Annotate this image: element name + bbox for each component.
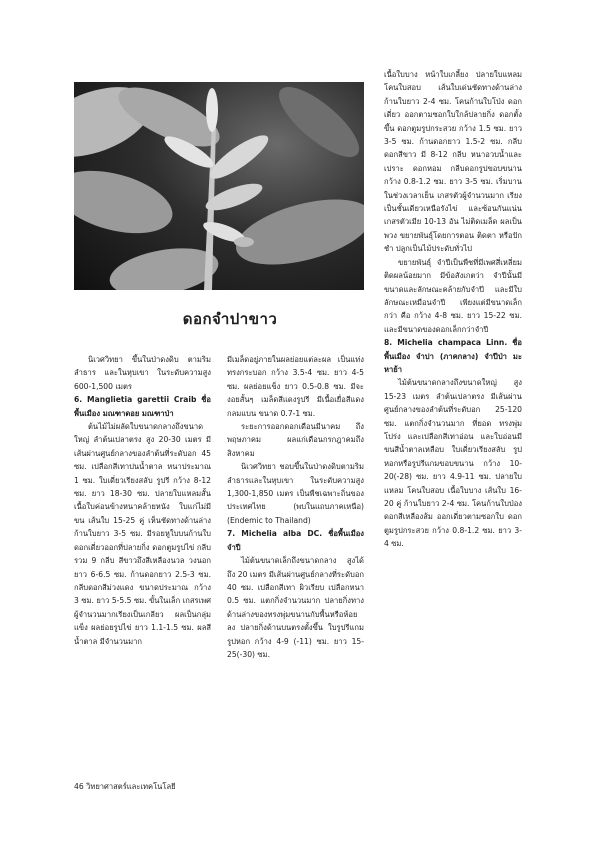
text-column-2 (227, 353, 364, 661)
page-footer: 46 วิทยาศาสตร์และเทคโนโลยี (74, 782, 176, 791)
paragraph: นิเวศวิทยา ขึ้นในป่าดงดิบ ตามริมลำธาร และในหุบเขา ในระดับความสูง 600-1,500 เมตร (74, 355, 211, 391)
flower-photo (74, 82, 364, 290)
paragraph: ไม้ต้นขนาดกลางถึงขนาดใหญ่ สูง 15-23 เมตร ลำต้นเปลาตรง มีเส้นผ่านศูนย์กลางของลำต้นที่ระดับอก 25-120 ซม. แตกกิ่งจำนวนมาก ที่ยอด ทรงพุ่มโปร่ง และเปลือกสีเทาอ่อน และใบอ่อนมีขนสีน้ำตาลเหลือบ ใบเดี่ยวเรียงสลับ รูปหอกหรือรูปรีแกมขอบขนาน กว้าง 10-20(-28) ซม. ยาว 4.9-11 ซม. ปลายใบแหลม โคนใบสอบ เนื้อใบบาง เส้นใบ 16-20 คู่ ก้านใบยาว 2-4 ซม. โคนก้านใบป่อง ดอกสีเหลืองส้ม ออกเดี่ยวตามซอกใบ ดอกตูมรูปกระสวย กว้าง 0.8-1.2 ซม. ยาว 3-4 ซม. (384, 378, 522, 549)
paragraph: ระยะการออกดอกเดือนมีนาคม ถึงพฤษภาคม ผลแก่เดือนกรกฎาคมถึงสิงหาคม (227, 422, 364, 458)
paragraph: 7. Michelia alba DC. ชื่อพื้นเมือง จำปี (227, 529, 364, 552)
text-column-1 (74, 353, 211, 648)
paragraph: 8. Michelia champaca Linn. ชื่อพื้นเมือง จำปา (ภาคกลาง) จำปีป่า มะหาย้า (384, 338, 522, 374)
paragraph: ขยายพันธุ์ จำปีเป็นพืชที่มีเพศสี่เหลี่ยม ติดผลน้อยมาก มีข้อสังเกตว่า จำปีนั้นมีขนาดและลักษณะคล้ายกับจำปี และมีใบลักษณะเหมือนจำปี เพียงแต่มีขนาดเล็กกว่า คือ กว้าง 4-8 ซม. ยาว 15-22 ซม. และมีขนาดของดอกเล็กกว่าจำปี (384, 257, 522, 334)
photo-caption: ดอกจำปาขาว (182, 310, 278, 328)
flower-illustration (74, 82, 364, 290)
paragraph: ไม้ต้นขนาดเล็กถึงขนาดกลาง สูงได้ถึง 20 เมตร มีเส้นผ่านศูนย์กลางที่ระดับอก 40 ซม. เปลือกสีเทา ผิวเรียบ เปลือกหนา 0.5 ซม. แตกกิ่งจำนวนมาก ปลายกิ่งทาง ด้านล่างของทรงพุ่มขนานกับพื้นหรือห้อยลง ปลายกิ่งด้านบนตรงตั้งขึ้น ใบรูปรีแกมรูปหอก กว้าง 4-9 (-11) ซม. ยาว 15-25(-30) ซม. (227, 556, 364, 659)
paragraph: 6. Manglietia garettii Craib ชื่อพื้นเมือง มณฑาดอย มณฑาป่า (74, 395, 211, 418)
paragraph: ต้นไม้ไม่ผลัดใบขนาดกลางถึงขนาดใหญ่ ลำต้นเปลาตรง สูง 20-30 เมตร มีเส้นผ่านศูนย์กลางของลำต้นที่ระดับอก 45 ซม. เปลือกสีเทาปนน้ำตาล หนาประมาณ 1 ซม. ใบเดี่ยวเรียงสลับ รูปรี กว้าง 8-12 ซม. ยาว 18-30 ซม. ปลายใบแหลมสั้นเนื้อใบค่อนข้างหนาคล้ายหนัง ใบแก่ไม่มีขน เส้นใบ 15-25 คู่ เห็นชัดทางด้านล่าง ก้านใบยาว 3-5 ซม. มีรอยหูใบบนก้านใบ ดอกเดี่ยวออกที่ปลายกิ่ง ดอกตูมรูปไข่ กลีบรวม 9 กลีบ สีขาวถึงสีเหลืองนวล วงนอกยาว 6-6.5 ซม. ก้านดอกยาว 2.5-3 ซม. กลีบดอกสีม่วงแดง ขนาดประมาณ กว้าง 3 ซม. ยาว 5-5.5 ซม. ขั้นในเล็ก เกสรเพศผู้จำนวนมากเรียงเป็นเกลียว ผลเป็นกลุ่ม แข็ง ผลย่อยรูปไข่ ยาว 1.1-1.5 ซม. ผลสีน้ำตาล มีจำนวนมาก (74, 422, 211, 646)
paragraph: เนื้อใบบาง หน้าใบเกลี้ยง ปลายใบแหลม โคนใบสอบ เส้นใบเด่นชัดทางด้านล่าง ก้านใบยาว 2-4 ซม. โคนก้านใบโป่ง ดอกเดี่ยว ออกตามซอกใบใกล้ปลายกิ่ง ดอกตั้งขึ้น ดอกตูมรูปกระสวย กว้าง 1.5 ซม. ยาว 3-5 ซม. ก้านดอกยาว 1.5-2 ซม. กลีบดอกสีขาว มี 8-12 กลีบ หนาอวบน้ำและเปราะ ดอกหอม กลีบดอกรูปขอบขนานกว้าง 0.8-1.2 ซม. ยาว 3-5 ซม. เริ่มบานในช่วงเวลาเย็น เกสรตัวผู้จำนวนมาก เรียงเป็นชั้นเดียวเหนือรังไข่ และซ้อนกันแน่น เกสรตัวเมีย 10-13 อัน ไม่ติดเมล็ด ผลเป็นพวง ขยายพันธุ์โดยการตอน ติดตา หรือปักชำ ปลูกเป็นไม้ประดับทั่วไป (384, 70, 522, 254)
paragraph: นิเวศวิทยา ชอบขึ้นในป่าดงดิบตามริมลำธารและในหุบเขา ในระดับความสูง 1,300-1,850 เมตร เป็นพืชเฉพาะถิ่นของประเทศไทย (พบในแถบภาคเหนือ) (Endemic to Thailand) (227, 462, 364, 525)
text-column-3 (384, 68, 522, 551)
paragraph: มีเมล็ดอยู่ภายในผลย่อยแต่ละผล เป็นแท่งทรงกระบอก กว้าง 3.5-4 ซม. ยาว 4-5 ซม. ผลย่อยแข็ง ยาว 0.5-0.8 ซม. มีจะงอยสั้นๆ เมล็ดสีแดงรูปรี มีเนื้อเยื่อสีแดง กลมแบน ขนาด 0.7-1 ซม. (227, 355, 364, 418)
